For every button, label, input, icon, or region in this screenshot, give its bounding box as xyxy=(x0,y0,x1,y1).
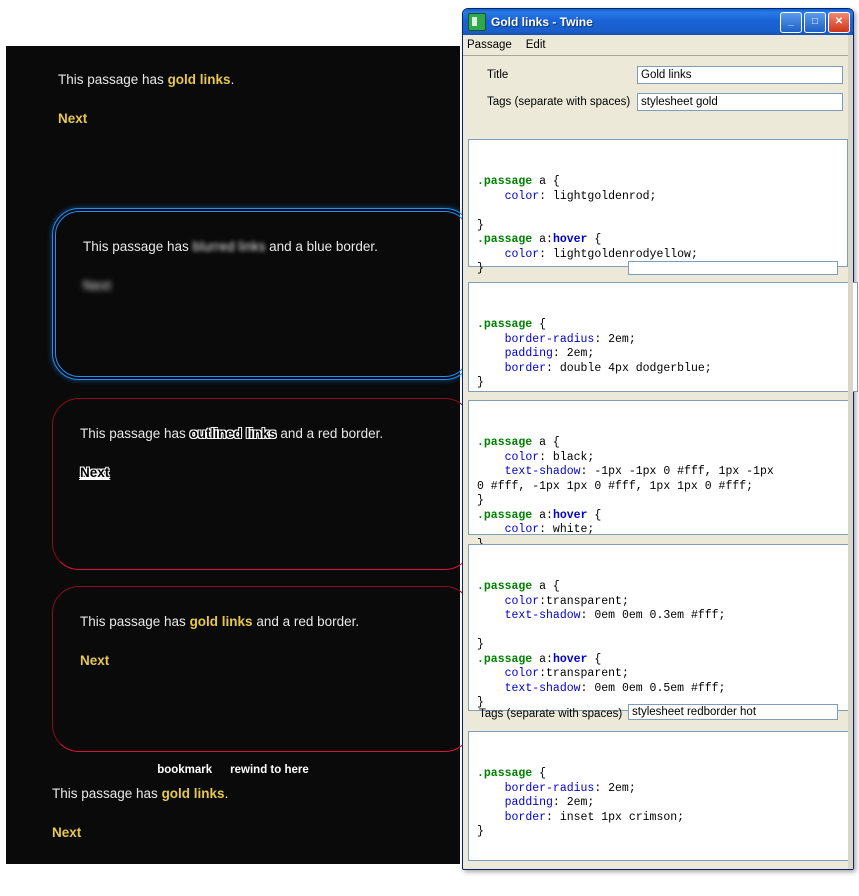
code-line: } xyxy=(477,825,484,838)
next-link[interactable]: Next xyxy=(58,111,88,126)
code-line: border: inset 1px crimson; xyxy=(504,810,685,824)
ghost-tags-input-2[interactable] xyxy=(628,704,838,720)
next-link-row xyxy=(52,825,452,840)
code-line: color: black; xyxy=(504,450,595,464)
menu-edit[interactable]: Edit xyxy=(525,39,546,51)
gold-link[interactable]: gold links xyxy=(167,72,231,87)
code-line: color: lightgoldenrodyellow; xyxy=(504,247,698,261)
next-link-row xyxy=(52,111,452,126)
passage-outlined-red-border xyxy=(52,398,472,570)
code-line: border-radius: 2em; xyxy=(504,332,636,346)
ghost-tags-label: Tags (separate with spaces) xyxy=(479,708,623,720)
next-link-row xyxy=(80,653,444,668)
next-link-row xyxy=(83,278,441,293)
title-input[interactable] xyxy=(637,66,843,84)
minimize-button[interactable]: _ xyxy=(780,12,802,33)
passage-text-before: This passage has xyxy=(52,786,162,801)
code-line: .passage a { xyxy=(477,175,560,188)
code-line xyxy=(477,624,844,639)
passage-text-after: and a blue border. xyxy=(265,239,378,254)
passage-text xyxy=(52,786,452,801)
title-label: Title xyxy=(487,69,509,81)
passage-blurred-blue-border xyxy=(52,208,472,380)
passage-text-before: This passage has xyxy=(80,614,190,629)
window-title: Gold links - Twine xyxy=(491,15,593,29)
passage-text xyxy=(80,614,444,629)
next-link[interactable]: Next xyxy=(80,465,110,480)
passage-text-after: and a red border. xyxy=(276,426,384,441)
maximize-button[interactable]: □ xyxy=(804,12,826,33)
menubar xyxy=(463,35,853,56)
code-line: 0 #fff, -1px 1px 0 #fff, 1px 1px 0 #fff; xyxy=(477,479,754,493)
code-line: } xyxy=(477,218,484,232)
code-panel-blurred-links[interactable] xyxy=(468,544,853,711)
passage-gold-bottom xyxy=(52,786,452,896)
code-line: } xyxy=(477,494,484,507)
code-body-2 xyxy=(477,436,844,552)
code-panel-outlined-links[interactable] xyxy=(468,400,853,535)
code-line: border-radius: 2em; xyxy=(504,781,636,795)
next-link-row xyxy=(80,465,444,480)
outlined-link[interactable]: outlined links xyxy=(189,426,277,441)
passage-text-after: . xyxy=(230,72,235,87)
code-line: text-shadow: 0em 0em 0.3em #fff; xyxy=(504,609,726,622)
close-button[interactable]: ✕ xyxy=(828,12,850,33)
ghost-tags-value: stylesheet redborder hot xyxy=(632,706,757,718)
code-panel-blue-border[interactable] xyxy=(468,282,858,392)
code-body-1 xyxy=(477,318,849,391)
code-line: border: double 4px dodgerblue; xyxy=(504,361,712,375)
code-line: text-shadow: -1px -1px 0 #fff, 1px -1px xyxy=(504,465,774,478)
code-line: color: white; xyxy=(504,523,595,536)
rewind-button[interactable]: rewind to here xyxy=(230,764,309,776)
code-line: .passage a:hover { xyxy=(477,652,602,666)
passage-text-before: This passage has xyxy=(58,72,168,87)
code-line: color:transparent; xyxy=(504,594,629,608)
code-line: color:transparent; xyxy=(504,667,629,680)
code-line: } xyxy=(477,262,484,275)
bookmark-button[interactable]: bookmark xyxy=(157,764,213,776)
code-panel-crimson-border[interactable] xyxy=(468,731,853,861)
gold-link[interactable]: gold links xyxy=(189,614,253,629)
passage-text-before: This passage has xyxy=(80,426,190,441)
code-line: .passage a { xyxy=(477,580,560,593)
tags-row xyxy=(473,93,843,111)
code-line: .passage a:hover { xyxy=(477,508,602,522)
passage-text xyxy=(83,239,441,254)
passage-text xyxy=(52,72,452,87)
menu-passage[interactable]: Passage xyxy=(467,39,512,51)
passage-fields xyxy=(463,56,853,128)
twine-icon xyxy=(468,13,486,31)
passage-text-after: and a red border. xyxy=(252,614,360,629)
passage-gold-plain xyxy=(52,72,452,192)
code-panel-gold-links[interactable] xyxy=(468,139,848,275)
tags-input[interactable] xyxy=(637,93,843,111)
code-line: padding: 2em; xyxy=(504,796,595,809)
title-row xyxy=(473,66,843,84)
gold-link[interactable]: gold links xyxy=(161,786,225,801)
next-link[interactable]: Next xyxy=(80,653,110,668)
preview-toolbar xyxy=(6,752,460,788)
code-line: .passage a:hover { xyxy=(477,233,602,246)
window-scrollbar[interactable] xyxy=(848,35,853,869)
code-line: padding: 2em; xyxy=(504,347,595,360)
code-line: } xyxy=(477,376,484,389)
code-body-3 xyxy=(477,580,844,711)
code-line: .passage { xyxy=(477,318,547,331)
tags-label: Tags (separate with spaces) xyxy=(487,96,631,108)
code-line xyxy=(477,204,839,219)
passage-gold-red-border xyxy=(52,586,472,752)
passage-text xyxy=(80,426,444,441)
story-preview-pane xyxy=(6,46,460,864)
next-link[interactable]: Next xyxy=(83,278,111,293)
code-line: } xyxy=(477,638,484,651)
code-line: color: lightgoldenrod; xyxy=(504,189,657,203)
passage-text-before: This passage has xyxy=(83,239,193,254)
code-line: } xyxy=(477,696,484,709)
code-line: text-shadow: 0em 0em 0.5em #fff; xyxy=(504,681,726,695)
passage-text-after: . xyxy=(224,786,229,801)
next-link[interactable]: Next xyxy=(52,825,82,840)
ghost-tags-input-1[interactable] xyxy=(628,261,838,275)
code-line: .passage a { xyxy=(477,436,560,449)
twine-editor-window xyxy=(462,8,854,870)
code-body-4 xyxy=(477,767,844,840)
code-line: .passage { xyxy=(477,767,547,780)
blurred-link[interactable]: blurred links xyxy=(192,239,266,254)
window-titlebar[interactable] xyxy=(463,9,853,35)
